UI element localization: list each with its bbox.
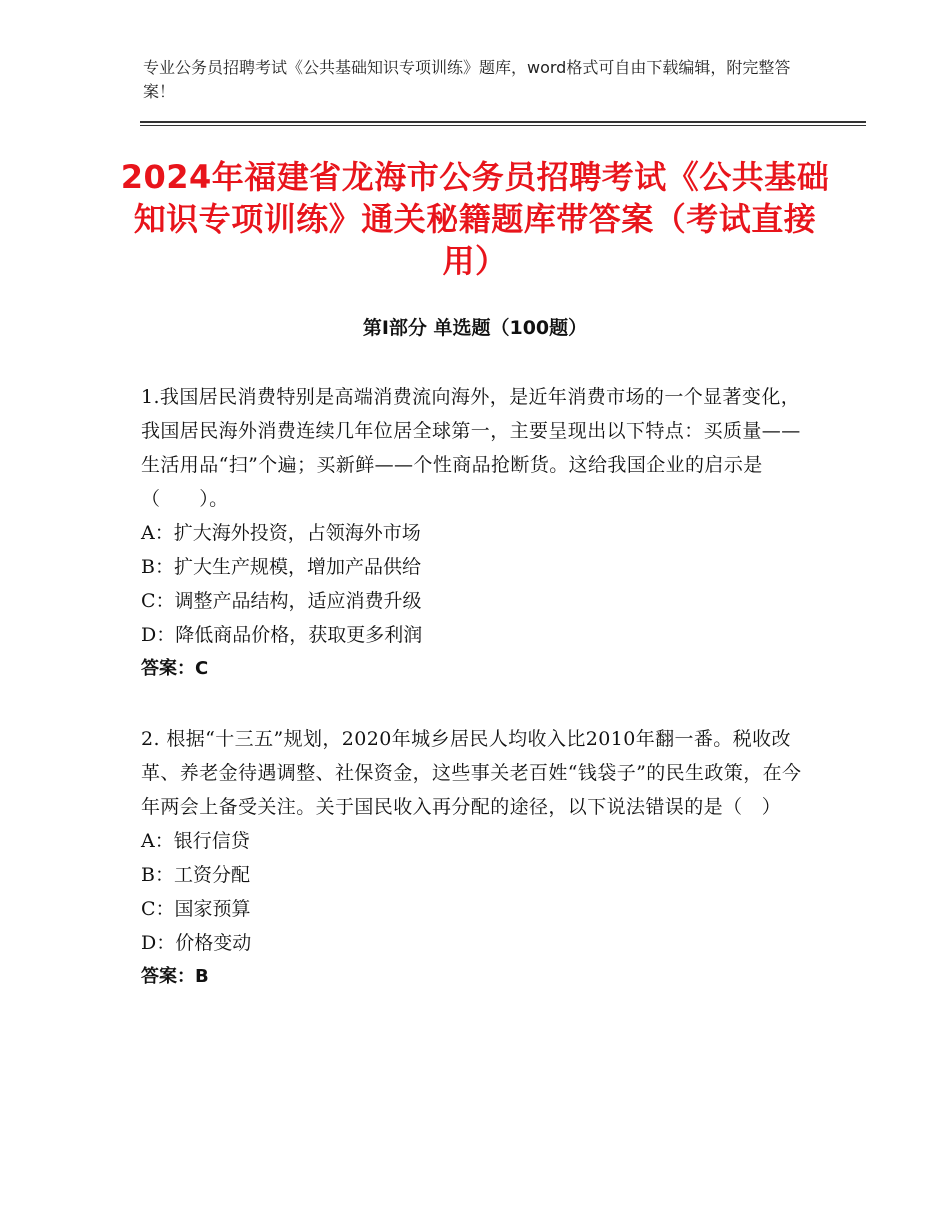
option-d: D：价格变动 xyxy=(141,932,252,954)
option-a: A：扩大海外投资，占领海外市场 xyxy=(141,522,421,544)
option-c: C：调整产品结构，适应消费升级 xyxy=(141,590,422,612)
header-rule-thick xyxy=(140,121,866,123)
option-a: A：银行信贷 xyxy=(141,830,250,852)
question-stem: 1.我国居民消费特别是高端消费流向海外，是近年消费市场的一个显著变化，我国居民海外消费连续几年位居全球第一，主要呈现出以下特点：买质量——生活用品“扫”个遍；买新鲜——个性商品抢断货。这给我国企业的启示是（ ）。 xyxy=(141,386,801,510)
option-d: D：降低商品价格，获取更多利润 xyxy=(141,624,423,646)
answer: 答案：B xyxy=(141,966,209,987)
option-b: B：扩大生产规模，增加产品供给 xyxy=(141,556,421,578)
question-1 xyxy=(141,380,806,686)
section-heading: 第I部分 单选题（100题） xyxy=(362,317,588,339)
answer: 答案：C xyxy=(141,658,209,679)
option-b: B：工资分配 xyxy=(141,864,250,886)
question-stem: 2. 根据“十三五”规划，2020年城乡居民人均收入比2010年翻一番。税收改革、养老金待遇调整、社保资金，这些事关老百姓“钱袋子”的民生政策，在今年两会上备受关注。关于国民收入再分配的途径，以下说法错误的是（ ） xyxy=(141,728,802,818)
document-title: 2024年福建省龙海市公务员招聘考试《公共基础知识专项训练》通关秘籍题库带答案（考试直接用） xyxy=(120,158,830,280)
option-c: C：国家预算 xyxy=(141,898,251,920)
question-2 xyxy=(141,722,806,994)
header-note: 专业公务员招聘考试《公共基础知识专项训练》题库，word格式可自由下载编辑，附完整答案！ xyxy=(143,58,791,101)
header-rule-thin xyxy=(140,125,866,126)
